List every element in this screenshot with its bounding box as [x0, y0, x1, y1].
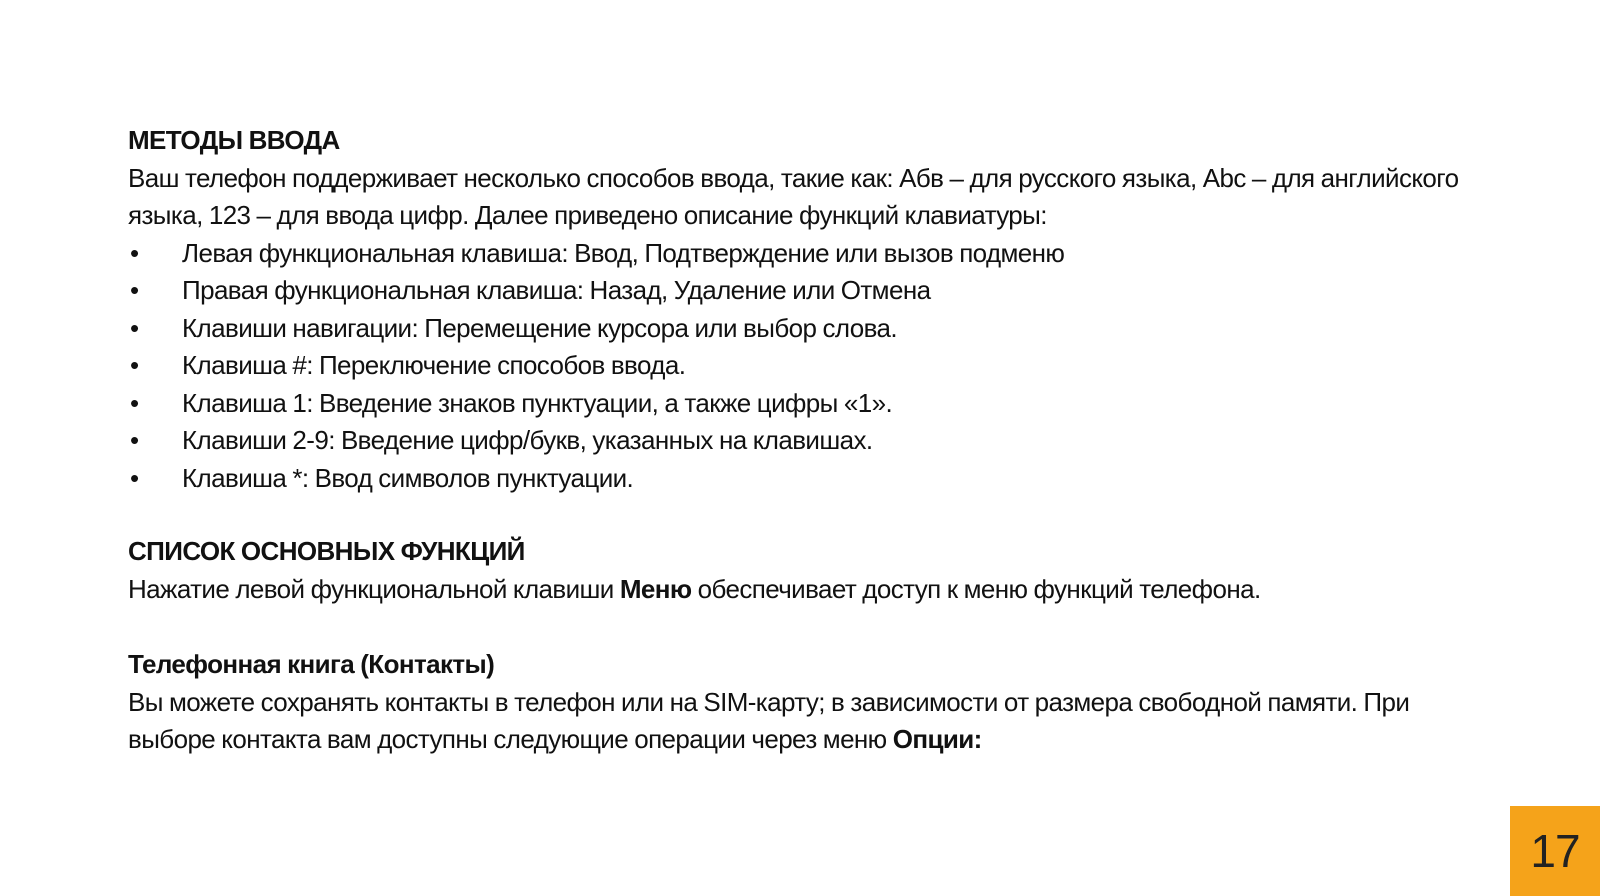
phonebook-text-start: Вы можете сохранять контакты в телефон или на SIM-карту; в зависимости от размера свободной памяти. При выборе контакта вам доступны следующие операции через меню [128, 686, 1410, 754]
input-methods-intro: Ваш телефон поддерживает несколько способов ввода, такие как: Абв – для русского языка, Abc – для английского языка, 123 – для ввода цифр. Далее приведено описание функций клавиатуры: [128, 162, 1459, 230]
list-item-text: Клавиша 1: Введение знаков пунктуации, а также цифры «1». [182, 387, 893, 418]
list-item-text: Клавиши 2-9: Введение цифр/букв, указанных на клавишах. [182, 425, 873, 455]
list-item [128, 385, 1488, 423]
main-functions-text [128, 571, 1488, 609]
section-spacer [128, 497, 1488, 533]
document-body [128, 122, 1488, 759]
list-item-text: Правая функциональная клавиша: Назад, Удаление или Отмена [182, 275, 931, 305]
list-item [128, 422, 1488, 460]
section-spacer [128, 608, 1488, 646]
list-item-text: Клавиши навигации: Перемещение курсора или выбор слова. [182, 312, 897, 343]
bullet-icon: • [130, 275, 139, 305]
main-functions-text-start: Нажатие левой функциональной клавиши [128, 573, 620, 604]
bullet-icon: • [130, 350, 139, 380]
list-item-text: Клавиша #: Переключение способов ввода. [182, 350, 686, 380]
list-item-text: Левая функциональная клавиша: Ввод, Подтверждение или вызов подменю [182, 237, 1065, 268]
main-functions-text-end: обеспечивает доступ к меню функций телефона. [691, 573, 1261, 604]
bullet-icon: • [130, 425, 139, 455]
bullet-icon: • [130, 237, 139, 268]
keypad-functions-list [128, 235, 1488, 498]
bullet-icon: • [130, 462, 139, 493]
page-number-badge [1510, 806, 1600, 896]
list-item [128, 310, 1488, 348]
bullet-icon: • [130, 387, 139, 418]
list-item [128, 460, 1488, 498]
list-item [128, 347, 1488, 385]
menu-keyword: Меню [619, 573, 692, 604]
list-item [128, 235, 1488, 273]
page-number: 17 [1530, 825, 1580, 877]
input-methods-heading: МЕТОДЫ ВВОДА [128, 125, 340, 155]
phonebook-heading: Телефонная книга (Контакты) [128, 649, 495, 679]
list-item-text: Клавиша *: Ввод символов пунктуации. [182, 462, 634, 493]
phonebook-text [128, 684, 1488, 759]
bullet-icon: • [130, 312, 139, 343]
list-item [128, 272, 1488, 310]
options-keyword: Опции: [892, 724, 982, 754]
main-functions-heading: СПИСОК ОСНОВНЫХ ФУНКЦИЙ [128, 536, 525, 566]
